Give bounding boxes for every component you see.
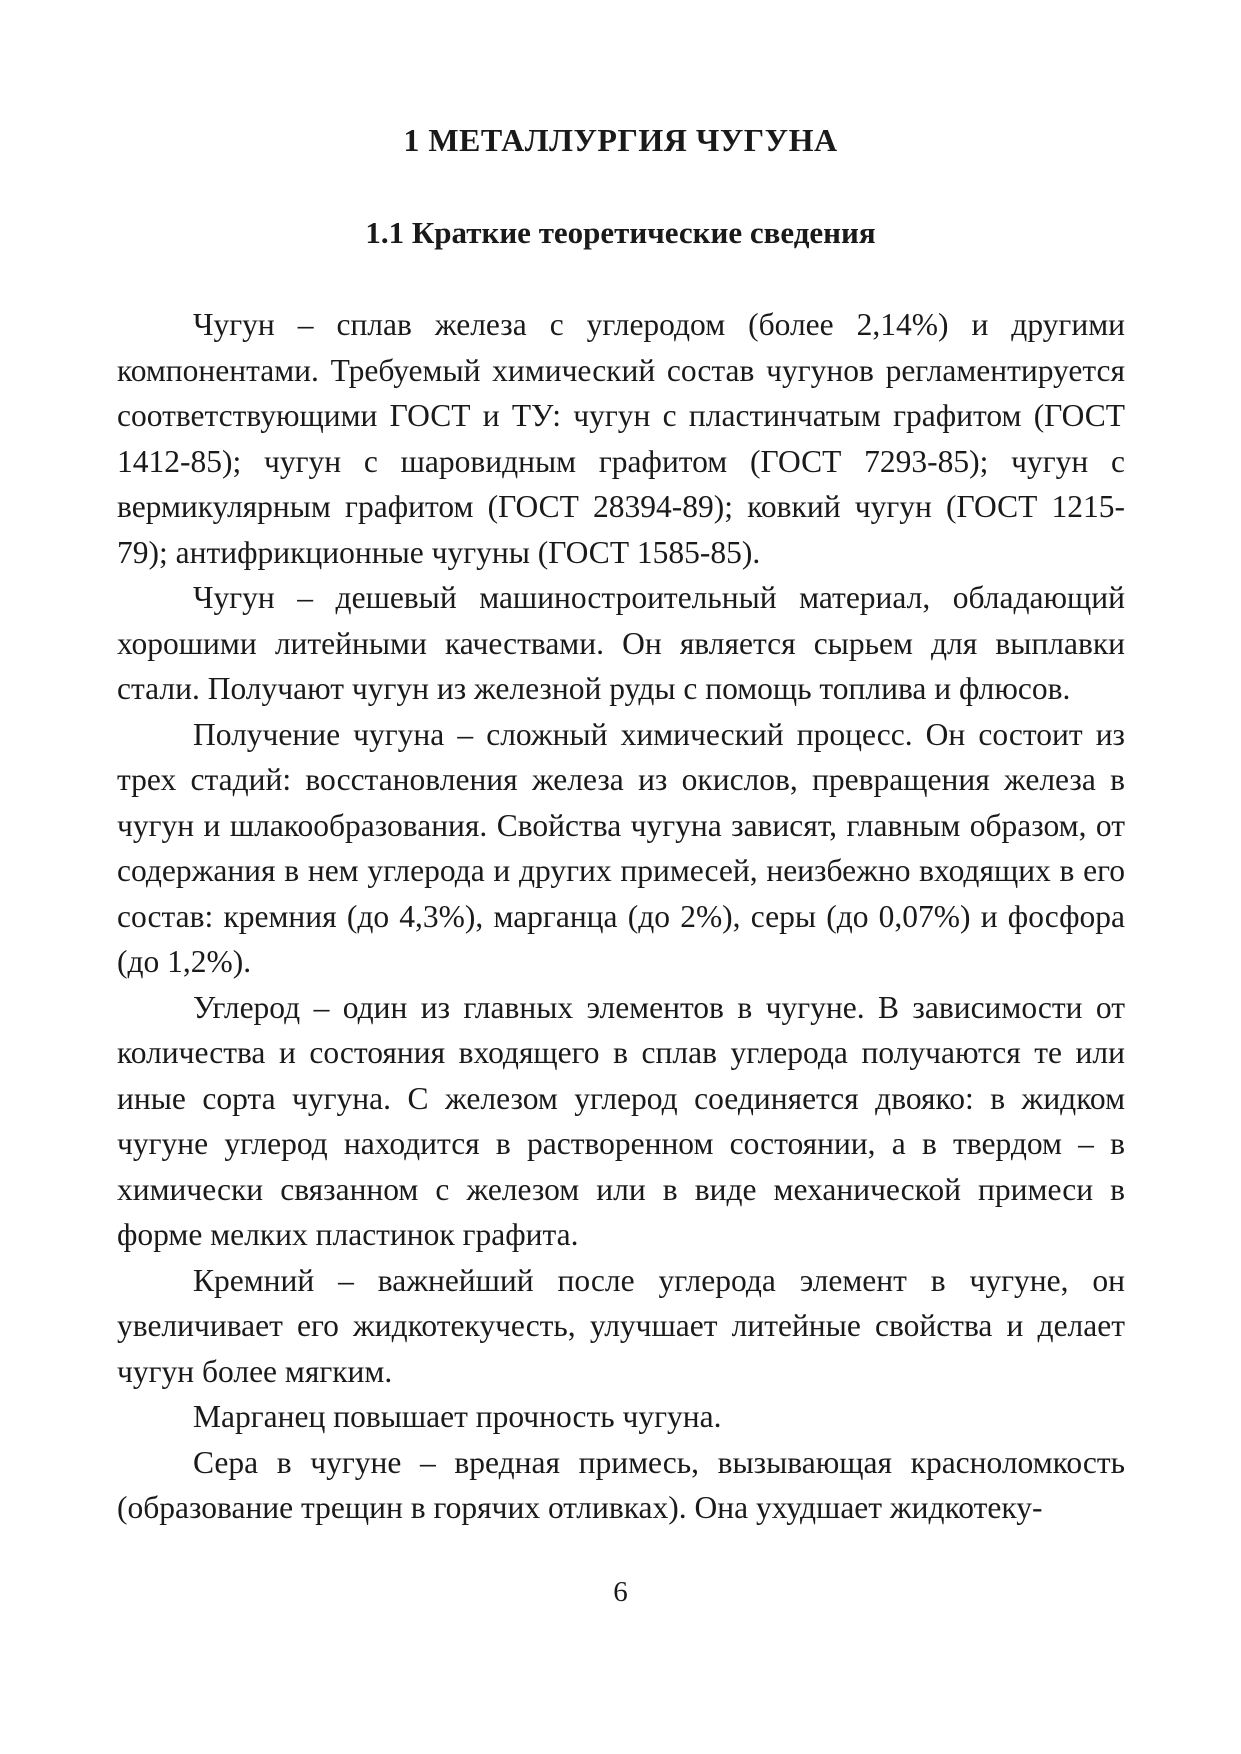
paragraph: Кремний – важнейший после углерода элемент в чугуне, он увеличивает его жидкотекучесть, улучшает литейные свойства и делает чугун более мягким. (117, 1262, 1125, 1389)
paragraph: Углерод – один из главных элементов в чугуне. В зависимости от количества и состояния входящего в сплав углерода получаются те или иные сорта чугуна. С железом углерод соединяется двояко: в жидком чугуне углерод находится в растворенном состоянии, а в твердом – в химически связанном с железом или в виде механической примеси в форме мелких пластинок графита. (117, 989, 1125, 1252)
chapter-title: 1 МЕТАЛЛУРГИЯ ЧУГУНА (403, 122, 838, 158)
paragraph: Чугун – дешевый машиностроительный материал, обладающий хорошими литейными качествами. Он является сырьем для выплавки стали. Получают чугун из железной руды с помощь топлива и флюсов. (117, 580, 1125, 706)
page-number: 6 (613, 1576, 628, 1608)
paragraph: Сера в чугуне – вредная примесь, вызывающая красноломкость (образование трещин в горячих отливках). Она ухудшает жидкотеку- (117, 1444, 1125, 1525)
body-text (117, 302, 1125, 1531)
section-title: 1.1 Краткие теоретические сведения (365, 215, 876, 250)
paragraph: Марганец повышает прочность чугуна. (193, 1399, 722, 1434)
paragraph: Получение чугуна – сложный химический процесс. Он состоит из трех стадий: восстановления железа из окислов, превращения железа в чугун и шлакообразования. Свойства чугуна зависят, главным образом, от содержания в нем углерода и других примесей, неизбежно входящих в его состав: кремния (до 4,3%), марганца (до 2%), серы (до 0,07%) и фосфора (до 1,2%). (117, 716, 1125, 979)
paragraph: Чугун – сплав железа с углеродом (более 2,14%) и другими компонентами. Требуемый химический состав чугунов регламентируется соответствующими ГОСТ и ТУ: чугун с пластинчатым графитом (ГОСТ 1412-85); чугун с шаровидным графитом (ГОСТ 7293-85); чугун с вермикулярным графитом (ГОСТ 28394-89); ковкий чугун (ГОСТ 1215-79); антифрикционные чугуны (ГОСТ 1585-85). (117, 307, 1125, 570)
